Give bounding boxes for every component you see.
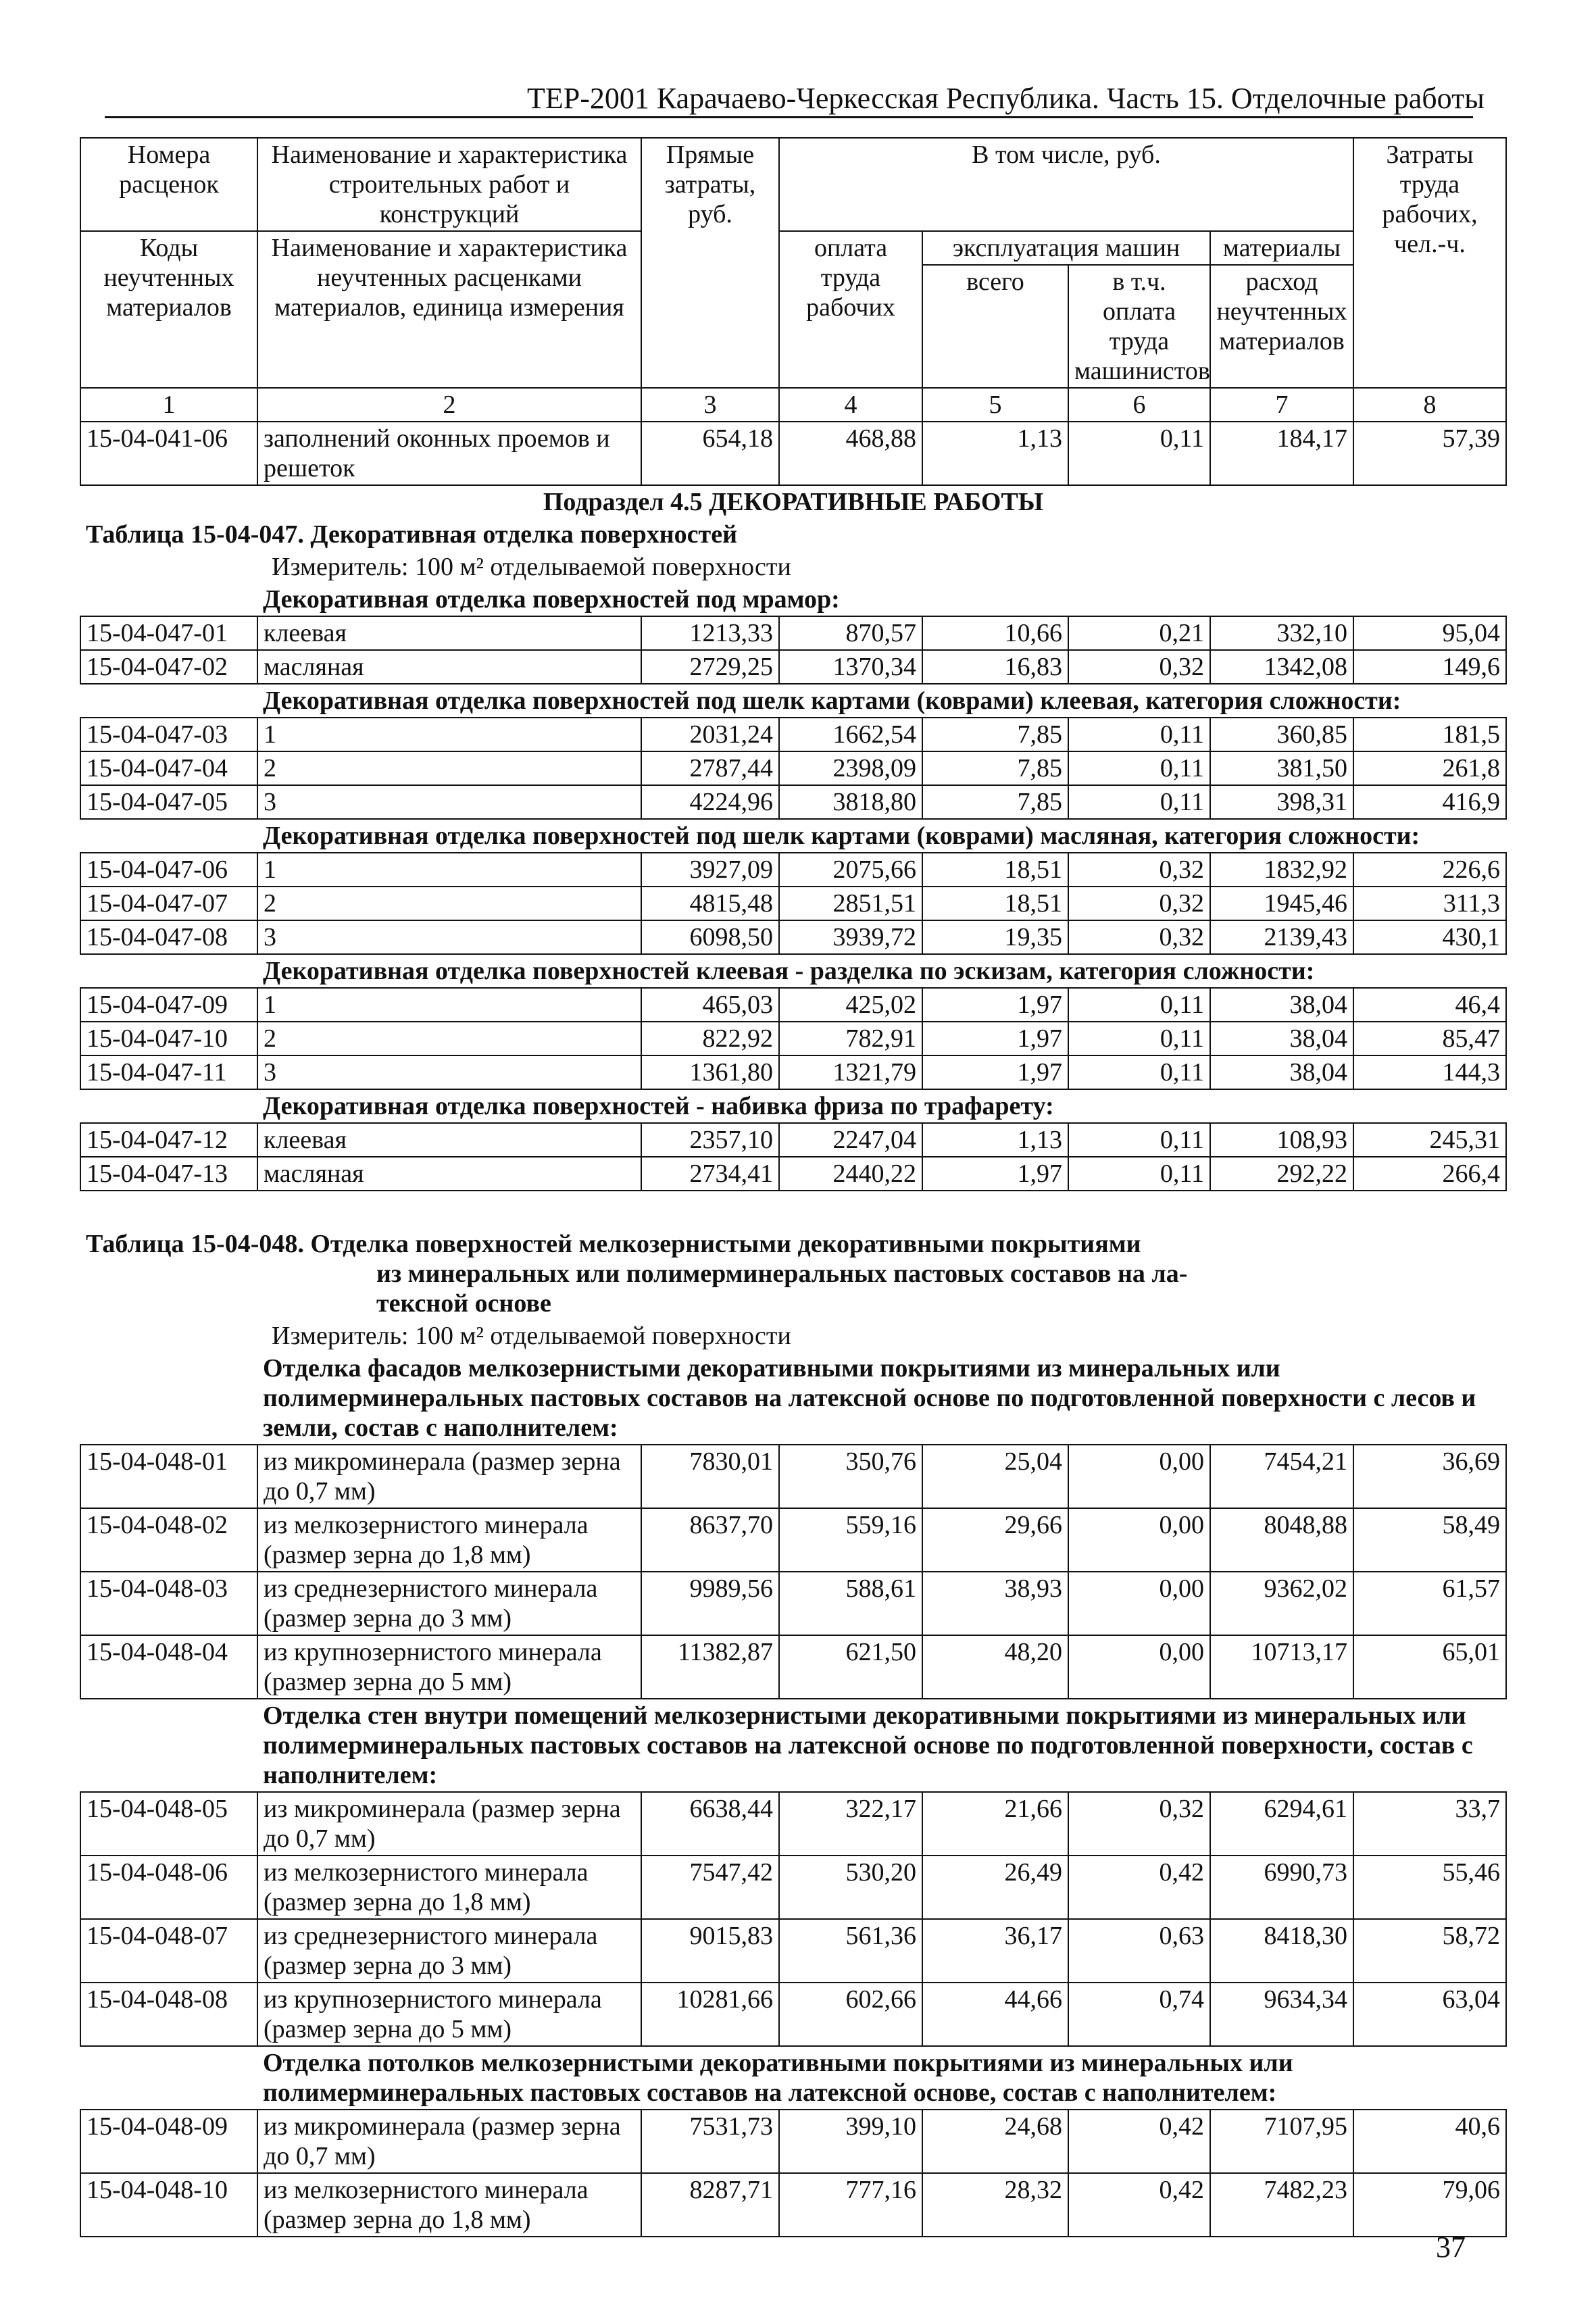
value-cell: 1321,79 xyxy=(779,1055,922,1089)
table-row xyxy=(80,1508,1506,1572)
table-row xyxy=(80,1983,1506,2046)
value-cell: 10713,17 xyxy=(1210,1635,1353,1699)
value-cell: 0,11 xyxy=(1068,785,1210,819)
value-cell: 1370,34 xyxy=(779,650,922,684)
value-cell: 2787,44 xyxy=(641,751,779,785)
rate-code: 15-04-048-09 xyxy=(80,2110,257,2173)
value-cell: 95,04 xyxy=(1353,616,1506,650)
value-cell: 870,57 xyxy=(779,616,922,650)
table-body xyxy=(80,422,1506,2237)
value-cell: 9015,83 xyxy=(641,1919,779,1983)
value-cell: 0,11 xyxy=(1068,422,1210,485)
head-machines-labor: в т.ч. оплата труда машинистов xyxy=(1068,265,1210,388)
value-cell: 3927,09 xyxy=(641,853,779,887)
table-row xyxy=(80,1572,1506,1635)
table-row xyxy=(80,422,1506,485)
value-cell: 0,32 xyxy=(1068,887,1210,920)
table-row xyxy=(80,1919,1506,1983)
value-cell: 2247,04 xyxy=(779,1123,922,1157)
value-cell: 0,42 xyxy=(1068,1856,1210,1919)
group-title-row xyxy=(80,1699,1506,1792)
group-gap xyxy=(80,1352,257,1445)
value-cell: 1,97 xyxy=(922,988,1068,1022)
value-cell: 181,5 xyxy=(1353,718,1506,751)
group-title: Декоративная отделка поверхностей - набивка фриза по трафарету: xyxy=(263,1092,1054,1120)
value-cell: 108,93 xyxy=(1210,1123,1353,1157)
group-title: Декоративная отделка поверхностей под шелк картами (коврами) клеевая, категория сложности: xyxy=(263,687,1401,715)
group-gap xyxy=(80,954,257,988)
group-title-row xyxy=(80,1352,1506,1445)
value-cell: 16,83 xyxy=(922,650,1068,684)
value-cell: 2139,43 xyxy=(1210,920,1353,954)
caption-line: Таблица 15-04-048. Отделка поверхностей мелкозернистыми декоративными покрытиями xyxy=(86,1230,1141,1258)
rate-code: 15-04-048-01 xyxy=(80,1445,257,1508)
value-cell: 0,32 xyxy=(1068,1792,1210,1856)
value-cell: 1213,33 xyxy=(641,616,779,650)
measure-047: Измеритель: 100 м² отделываемой поверхности xyxy=(272,553,791,581)
value-cell: 79,06 xyxy=(1353,2173,1506,2237)
head-codes-bottom: Коды неучтенных материалов xyxy=(80,231,257,388)
page-number: 37 xyxy=(1436,2231,1466,2264)
value-cell: 7830,01 xyxy=(641,1445,779,1508)
value-cell: 2357,10 xyxy=(641,1123,779,1157)
value-cell: 6990,73 xyxy=(1210,1856,1353,1919)
rate-code: 15-04-047-11 xyxy=(80,1055,257,1089)
value-cell: 24,68 xyxy=(922,2110,1068,2173)
value-cell: 654,18 xyxy=(641,422,779,485)
spacer-cell xyxy=(80,1191,1506,1228)
value-cell: 48,20 xyxy=(922,1635,1068,1699)
value-cell: 1361,80 xyxy=(641,1055,779,1089)
value-cell: 0,00 xyxy=(1068,1508,1210,1572)
head-materials-unaccounted: расход неучтенных материалов xyxy=(1210,265,1353,388)
value-cell: 9634,34 xyxy=(1210,1983,1353,2046)
table-header xyxy=(80,138,1506,422)
work-name: из микроминерала (размер зерна до 0,7 мм) xyxy=(257,1792,641,1856)
rates-document xyxy=(80,137,1505,2237)
col-number: 1 xyxy=(80,388,257,422)
value-cell: 360,85 xyxy=(1210,718,1353,751)
value-cell: 1,13 xyxy=(922,1123,1068,1157)
value-cell: 226,6 xyxy=(1353,853,1506,887)
value-cell: 57,39 xyxy=(1353,422,1506,485)
value-cell: 561,36 xyxy=(779,1919,922,1983)
table-row xyxy=(80,751,1506,785)
value-cell: 18,51 xyxy=(922,887,1068,920)
work-name: масляная xyxy=(257,650,641,684)
value-cell: 2440,22 xyxy=(779,1157,922,1191)
value-cell: 4224,96 xyxy=(641,785,779,819)
value-cell: 36,69 xyxy=(1353,1445,1506,1508)
group-gap xyxy=(80,684,257,718)
value-cell: 822,92 xyxy=(641,1022,779,1055)
value-cell: 292,22 xyxy=(1210,1157,1353,1191)
work-name: из среднезернистого минерала (размер зерна до 3 мм) xyxy=(257,1572,641,1635)
value-cell: 465,03 xyxy=(641,988,779,1022)
value-cell: 61,57 xyxy=(1353,1572,1506,1635)
value-cell: 0,21 xyxy=(1068,616,1210,650)
work-name: из мелкозернистого минерала (размер зерна до 1,8 мм) xyxy=(257,1856,641,1919)
value-cell: 0,32 xyxy=(1068,650,1210,684)
value-cell: 2851,51 xyxy=(779,887,922,920)
work-name: из среднезернистого минерала (размер зерна до 3 мм) xyxy=(257,1919,641,1983)
group-gap xyxy=(80,1699,257,1792)
value-cell: 144,3 xyxy=(1353,1055,1506,1089)
table-row xyxy=(80,718,1506,751)
rate-code: 15-04-048-02 xyxy=(80,1508,257,1572)
value-cell: 9989,56 xyxy=(641,1572,779,1635)
value-cell: 425,02 xyxy=(779,988,922,1022)
head-materials: материалы xyxy=(1210,231,1353,265)
value-cell: 311,3 xyxy=(1353,887,1506,920)
value-cell: 398,31 xyxy=(1210,785,1353,819)
value-cell: 38,04 xyxy=(1210,988,1353,1022)
value-cell: 55,46 xyxy=(1353,1856,1506,1919)
group-title: Декоративная отделка поверхностей клеевая - разделка по эскизам, категория сложности: xyxy=(263,957,1315,985)
value-cell: 621,50 xyxy=(779,1635,922,1699)
value-cell: 0,11 xyxy=(1068,988,1210,1022)
head-incl: В том числе, руб. xyxy=(779,138,1353,231)
rate-code: 15-04-048-07 xyxy=(80,1919,257,1983)
group-title-row xyxy=(80,1089,1506,1123)
group-title: Декоративная отделка поверхностей под мрамор: xyxy=(263,585,840,614)
group-gap xyxy=(80,819,257,853)
table-row xyxy=(80,2110,1506,2173)
work-name: из микроминерала (размер зерна до 0,7 мм) xyxy=(257,1445,641,1508)
value-cell: 40,6 xyxy=(1353,2110,1506,2173)
value-cell: 777,16 xyxy=(779,2173,922,2237)
value-cell: 10,66 xyxy=(922,616,1068,650)
value-cell: 0,00 xyxy=(1068,1635,1210,1699)
value-cell: 184,17 xyxy=(1210,422,1353,485)
table-row xyxy=(80,616,1506,650)
value-cell: 85,47 xyxy=(1353,1022,1506,1055)
table-row xyxy=(80,650,1506,684)
rate-code: 15-04-047-10 xyxy=(80,1022,257,1055)
value-cell: 0,00 xyxy=(1068,1445,1210,1508)
value-cell: 2031,24 xyxy=(641,718,779,751)
rate-code: 15-04-047-01 xyxy=(80,616,257,650)
value-cell: 0,32 xyxy=(1068,920,1210,954)
work-name: клеевая xyxy=(257,1123,641,1157)
value-cell: 7454,21 xyxy=(1210,1445,1353,1508)
work-name: 3 xyxy=(257,920,641,954)
value-cell: 28,32 xyxy=(922,2173,1068,2237)
caption-line: тексной основе xyxy=(376,1289,551,1318)
col-number: 7 xyxy=(1210,388,1353,422)
value-cell: 468,88 xyxy=(779,422,922,485)
value-cell: 559,16 xyxy=(779,1508,922,1572)
value-cell: 44,66 xyxy=(922,1983,1068,2046)
group-title-row xyxy=(80,583,1506,616)
value-cell: 0,42 xyxy=(1068,2173,1210,2237)
rate-code: 15-04-047-05 xyxy=(80,785,257,819)
work-name: 3 xyxy=(257,785,641,819)
value-cell: 25,04 xyxy=(922,1445,1068,1508)
table-caption-047-row xyxy=(80,518,1506,551)
value-cell: 0,11 xyxy=(1068,1157,1210,1191)
value-cell: 1,97 xyxy=(922,1157,1068,1191)
head-name-top: Наименование и характеристика строительных работ и конструкций xyxy=(257,138,641,231)
work-name: из крупнозернистого минерала (размер зерна до 5 мм) xyxy=(257,1635,641,1699)
value-cell: 1,97 xyxy=(922,1022,1068,1055)
head-name-bottom: Наименование и характеристика неучтенных расценками материалов, единица измерения xyxy=(257,231,641,388)
rate-code: 15-04-048-03 xyxy=(80,1572,257,1635)
col-number: 8 xyxy=(1353,388,1506,422)
head-labor: оплата труда рабочих xyxy=(779,231,922,388)
value-cell: 33,7 xyxy=(1353,1792,1506,1856)
rate-code: 15-04-047-12 xyxy=(80,1123,257,1157)
spacer xyxy=(80,1191,1506,1228)
work-name: заполнений оконных проемов и решеток xyxy=(257,422,641,485)
col-number: 4 xyxy=(779,388,922,422)
value-cell: 6294,61 xyxy=(1210,1792,1353,1856)
work-name: 1 xyxy=(257,718,641,751)
value-cell: 416,9 xyxy=(1353,785,1506,819)
head-machines: эксплуатация машин xyxy=(922,231,1210,265)
group-title: Отделка стен внутри помещений мелкозернистыми декоративными покрытиями из минеральных или полимерминеральных пастовых составов на латексной основе по подготовленной поверхности, состав с наполнителем: xyxy=(263,1701,1473,1789)
measure-047-row xyxy=(80,551,1506,583)
value-cell: 10281,66 xyxy=(641,1983,779,2046)
running-title: ТЕР-2001 Карачаево-Черкесская Республика. Часть 15. Отделочные работы xyxy=(527,82,1485,115)
rates-table xyxy=(80,137,1507,2237)
value-cell: 38,93 xyxy=(922,1572,1068,1635)
rate-code: 15-04-047-07 xyxy=(80,887,257,920)
value-cell: 2734,41 xyxy=(641,1157,779,1191)
group-gap xyxy=(80,1089,257,1123)
table-row xyxy=(80,887,1506,920)
value-cell: 18,51 xyxy=(922,853,1068,887)
value-cell: 2075,66 xyxy=(779,853,922,887)
rate-code: 15-04-047-06 xyxy=(80,853,257,887)
table-row xyxy=(80,1445,1506,1508)
value-cell: 8287,71 xyxy=(641,2173,779,2237)
value-cell: 602,66 xyxy=(779,1983,922,2046)
value-cell: 588,61 xyxy=(779,1572,922,1635)
value-cell: 0,00 xyxy=(1068,1572,1210,1635)
value-cell: 322,17 xyxy=(779,1792,922,1856)
value-cell: 381,50 xyxy=(1210,751,1353,785)
rate-code: 15-04-047-13 xyxy=(80,1157,257,1191)
group-title: Отделка фасадов мелкозернистыми декоративными покрытиями из минеральных или полимерминеральных пастовых составов на латексной основе по подготовленной поверхности с лесов и земли, состав с наполнителем: xyxy=(263,1354,1476,1442)
rate-code: 15-04-048-04 xyxy=(80,1635,257,1699)
work-name: 2 xyxy=(257,1022,641,1055)
table-row xyxy=(80,988,1506,1022)
value-cell: 36,17 xyxy=(922,1919,1068,1983)
value-cell: 1,97 xyxy=(922,1055,1068,1089)
work-name: 3 xyxy=(257,1055,641,1089)
value-cell: 6098,50 xyxy=(641,920,779,954)
rate-code: 15-04-047-08 xyxy=(80,920,257,954)
group-title-row xyxy=(80,2046,1506,2110)
value-cell: 19,35 xyxy=(922,920,1068,954)
value-cell: 1342,08 xyxy=(1210,650,1353,684)
value-cell: 261,8 xyxy=(1353,751,1506,785)
value-cell: 21,66 xyxy=(922,1792,1068,1856)
table-row xyxy=(80,1157,1506,1191)
work-name: 1 xyxy=(257,988,641,1022)
value-cell: 0,11 xyxy=(1068,751,1210,785)
value-cell: 245,31 xyxy=(1353,1123,1506,1157)
work-name: масляная xyxy=(257,1157,641,1191)
table-row xyxy=(80,1635,1506,1699)
col-number: 6 xyxy=(1068,388,1210,422)
table-row xyxy=(80,1055,1506,1089)
value-cell: 1662,54 xyxy=(779,718,922,751)
head-labor-costs: Затраты труда рабочих, чел.-ч. xyxy=(1353,138,1506,388)
value-cell: 63,04 xyxy=(1353,1983,1506,2046)
value-cell: 7107,95 xyxy=(1210,2110,1353,2173)
value-cell: 782,91 xyxy=(779,1022,922,1055)
value-cell: 1,13 xyxy=(922,422,1068,485)
rate-code: 15-04-047-02 xyxy=(80,650,257,684)
value-cell: 266,4 xyxy=(1353,1157,1506,1191)
col-number: 2 xyxy=(257,388,641,422)
value-cell: 7531,73 xyxy=(641,2110,779,2173)
value-cell: 530,20 xyxy=(779,1856,922,1919)
work-name: из мелкозернистого минерала (размер зерна до 1,8 мм) xyxy=(257,1508,641,1572)
value-cell: 350,76 xyxy=(779,1445,922,1508)
value-cell: 149,6 xyxy=(1353,650,1506,684)
work-name: клеевая xyxy=(257,616,641,650)
caption-line: из минеральных или полимерминеральных пастовых составов на ла- xyxy=(376,1260,1188,1288)
group-gap xyxy=(80,2046,257,2110)
value-cell: 4815,48 xyxy=(641,887,779,920)
work-name: 2 xyxy=(257,887,641,920)
value-cell: 6638,44 xyxy=(641,1792,779,1856)
value-cell: 8048,88 xyxy=(1210,1508,1353,1572)
value-cell: 7482,23 xyxy=(1210,2173,1353,2237)
value-cell: 29,66 xyxy=(922,1508,1068,1572)
group-title-row xyxy=(80,819,1506,853)
work-name: из крупнозернистого минерала (размер зерна до 5 мм) xyxy=(257,1983,641,2046)
value-cell: 0,42 xyxy=(1068,2110,1210,2173)
value-cell: 11382,87 xyxy=(641,1635,779,1699)
measure-048: Измеритель: 100 м² отделываемой поверхности xyxy=(272,1322,791,1350)
value-cell: 46,4 xyxy=(1353,988,1506,1022)
table-row xyxy=(80,1792,1506,1856)
value-cell: 3818,80 xyxy=(779,785,922,819)
value-cell: 58,49 xyxy=(1353,1508,1506,1572)
work-name: из микроминерала (размер зерна до 0,7 мм) xyxy=(257,2110,641,2173)
work-name: из мелкозернистого минерала (размер зерна до 1,8 мм) xyxy=(257,2173,641,2237)
value-cell: 2398,09 xyxy=(779,751,922,785)
col-number: 3 xyxy=(641,388,779,422)
value-cell: 399,10 xyxy=(779,2110,922,2173)
group-gap xyxy=(80,583,257,616)
rate-code: 15-04-047-03 xyxy=(80,718,257,751)
value-cell: 8418,30 xyxy=(1210,1919,1353,1983)
measure-048-row xyxy=(80,1320,1506,1352)
table-caption-048-row xyxy=(80,1228,1506,1320)
value-cell: 7547,42 xyxy=(641,1856,779,1919)
table-row xyxy=(80,1123,1506,1157)
value-cell: 0,11 xyxy=(1068,1123,1210,1157)
value-cell: 26,49 xyxy=(922,1856,1068,1919)
value-cell: 38,04 xyxy=(1210,1055,1353,1089)
rate-code: 15-04-041-06 xyxy=(80,422,257,485)
head-direct: Прямые затраты, руб. xyxy=(641,138,779,388)
value-cell: 7,85 xyxy=(922,718,1068,751)
rate-code: 15-04-047-04 xyxy=(80,751,257,785)
value-cell: 0,63 xyxy=(1068,1919,1210,1983)
head-machines-total: всего xyxy=(922,265,1068,388)
table-row xyxy=(80,1856,1506,1919)
rate-code: 15-04-048-05 xyxy=(80,1792,257,1856)
table-row xyxy=(80,785,1506,819)
group-title-row xyxy=(80,954,1506,988)
group-title: Декоративная отделка поверхностей под шелк картами (коврами) масляная, категория сложности: xyxy=(263,822,1420,850)
section-title: Подраздел 4.5 ДЕКОРАТИВНЫЕ РАБОТЫ xyxy=(543,488,1044,516)
value-cell: 1945,46 xyxy=(1210,887,1353,920)
work-name: 1 xyxy=(257,853,641,887)
value-cell: 7,85 xyxy=(922,751,1068,785)
rate-code: 15-04-048-08 xyxy=(80,1983,257,2046)
value-cell: 3939,72 xyxy=(779,920,922,954)
header-rule xyxy=(105,116,1473,118)
col-number: 5 xyxy=(922,388,1068,422)
value-cell: 2729,25 xyxy=(641,650,779,684)
group-title: Отделка потолков мелкозернистыми декоративными покрытиями из минеральных или полимерминеральных пастовых составов на латексной основе, состав с наполнителем: xyxy=(263,2049,1293,2107)
rate-code: 15-04-048-06 xyxy=(80,1856,257,1919)
table-caption-048 xyxy=(80,1228,1506,1320)
value-cell: 1832,92 xyxy=(1210,853,1353,887)
value-cell: 0,32 xyxy=(1068,853,1210,887)
table-caption-047: Таблица 15-04-047. Декоративная отделка поверхностей xyxy=(86,520,737,549)
rate-code: 15-04-048-10 xyxy=(80,2173,257,2237)
group-title-row xyxy=(80,684,1506,718)
table-row xyxy=(80,1022,1506,1055)
work-name: 2 xyxy=(257,751,641,785)
table-row xyxy=(80,920,1506,954)
value-cell: 0,11 xyxy=(1068,718,1210,751)
value-cell: 0,11 xyxy=(1068,1055,1210,1089)
section-title-row xyxy=(80,485,1506,518)
value-cell: 430,1 xyxy=(1353,920,1506,954)
value-cell: 9362,02 xyxy=(1210,1572,1353,1635)
value-cell: 38,04 xyxy=(1210,1022,1353,1055)
value-cell: 65,01 xyxy=(1353,1635,1506,1699)
table-row xyxy=(80,853,1506,887)
rate-code: 15-04-047-09 xyxy=(80,988,257,1022)
value-cell: 7,85 xyxy=(922,785,1068,819)
head-codes-top: Номера расценок xyxy=(80,138,257,231)
value-cell: 58,72 xyxy=(1353,1919,1506,1983)
table-row xyxy=(80,2173,1506,2237)
value-cell: 332,10 xyxy=(1210,616,1353,650)
value-cell: 8637,70 xyxy=(641,1508,779,1572)
value-cell: 0,74 xyxy=(1068,1983,1210,2046)
value-cell: 0,11 xyxy=(1068,1022,1210,1055)
